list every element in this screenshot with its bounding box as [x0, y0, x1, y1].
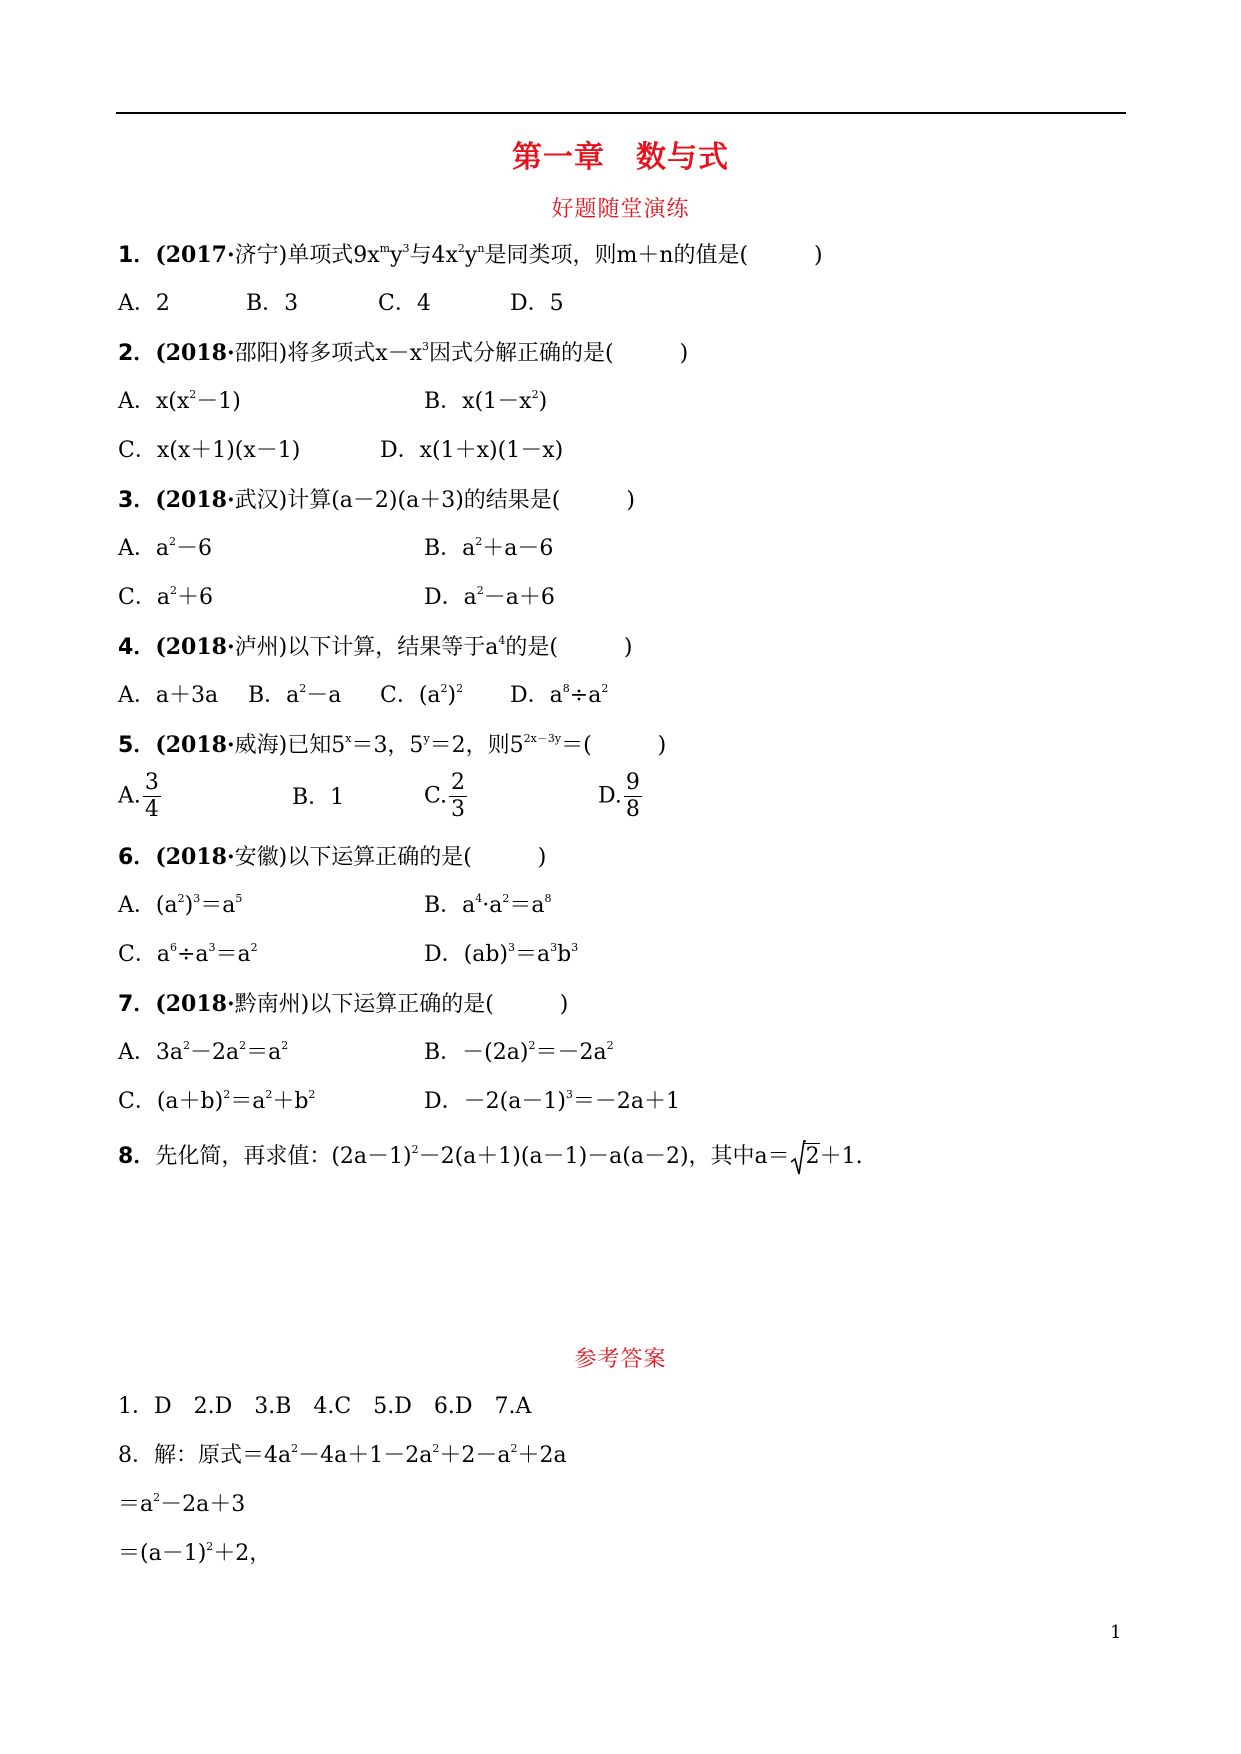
q2-option-c: C．x(x＋1)(x－1)	[118, 438, 301, 463]
q6-option-c: C．$a^6\div a^3=a^2$	[118, 941, 258, 967]
section-subtitle: 好题随堂演练	[551, 197, 690, 222]
header-rule	[116, 112, 1126, 114]
radical-sign-icon	[790, 1138, 806, 1176]
q7-option-b: B．$-(2a)^2=-2a^2$	[424, 1039, 614, 1065]
q3-option-d: D．$a^2-a+6$	[424, 584, 555, 610]
q2-option-a: A．$x(x^2-1)$	[118, 388, 241, 414]
q7-option-c: C．$(a+b)^2=a^2+b^2$	[118, 1088, 316, 1114]
q6-option-a: A．$(a^2)^3=a^5$	[118, 892, 243, 918]
q2-option-d: D．x(1＋x)(1－x)	[380, 438, 564, 463]
q3-option-c: C．$a^2+6$	[118, 584, 213, 610]
question-3: 3．(2018·武汉)计算(a－2)(a＋3)的结果是( )	[118, 487, 635, 513]
q1-option-d: D．5	[510, 291, 564, 316]
answers-line-4: $=(a-1)^2+2$，	[118, 1540, 272, 1566]
q4-option-b: B．$a^2-a$	[248, 682, 342, 708]
answers-title: 参考答案	[574, 1347, 667, 1372]
sqrt-2: 2	[790, 1142, 820, 1172]
q5-option-b: B．1	[292, 785, 345, 810]
fraction-3-4: $\frac{3}{4}$	[144, 770, 159, 822]
q1-option-b: B．3	[246, 291, 299, 316]
q5-option-a: A. $\frac{3}{4}$	[118, 770, 159, 822]
q6-option-b: B．$a^4\cdot a^2=a^8$	[424, 892, 552, 918]
q4-option-a: A．a＋3a	[118, 683, 219, 708]
question-7: 7．(2018·黔南州)以下运算正确的是( )	[118, 991, 569, 1017]
q4-option-d: D．$a^8\div a^2$	[510, 682, 609, 708]
q5-option-c: C. $\frac{2}{3}$	[424, 770, 466, 822]
q4-option-c: C．$(a^2)^2$	[380, 682, 464, 708]
q1-option-c: C．4	[378, 291, 431, 316]
q5-option-d: D. $\frac{9}{8}$	[598, 770, 640, 822]
question-1: 1．(2017·济宁)单项式$9x^my^3$与$4x^2y^n$是同类项，则m＋n的值是( )	[118, 242, 823, 268]
question-8: 8．先化简，再求值：$(2a-1)^2-2(a+1)(a-1)-a(a-2)$，其中a＝ 2＋1.	[118, 1142, 863, 1172]
page-number: 1	[1110, 1622, 1122, 1643]
q6-option-d: D．$(ab)^3=a^3b^3$	[424, 941, 579, 967]
fraction-2-3: $\frac{2}{3}$	[451, 770, 466, 822]
answers-line-2: 8．解：原式$=4a^2-4a+1-2a^2+2-a^2+2a$	[118, 1442, 567, 1468]
answers-line-3: $=a^2-2a+3$	[118, 1491, 246, 1517]
q1-option-a: A．2	[118, 291, 170, 316]
q7-option-a: A．$3a^2-2a^2=a^2$	[118, 1039, 289, 1065]
q2-option-b: B．$x(1-x^2)$	[424, 388, 548, 414]
question-2: 2．(2018·邵阳)将多项式$x-x^3$因式分解正确的是( )	[118, 340, 689, 366]
question-5: 5．(2018·威海)已知$5^x=3$，$5^y=2$，则$5^{2x-3y}=$( )	[118, 732, 667, 758]
q7-option-d: D．$-2(a-1)^3=-2a+1$	[424, 1088, 681, 1114]
fraction-9-8: $\frac{9}{8}$	[625, 770, 640, 822]
question-4: 4．(2018·泸州)以下计算，结果等于$a^4$的是( )	[118, 634, 633, 660]
answers-line-1: 1．D 2.D 3.B 4.C 5.D 6.D 7.A	[118, 1394, 532, 1419]
chapter-title: 第一章 数与式	[512, 140, 729, 175]
q3-option-b: B．$a^2+a-6$	[424, 535, 554, 561]
q3-option-a: A．$a^2-6$	[118, 535, 213, 561]
question-6: 6．(2018·安徽)以下运算正确的是( )	[118, 844, 547, 870]
